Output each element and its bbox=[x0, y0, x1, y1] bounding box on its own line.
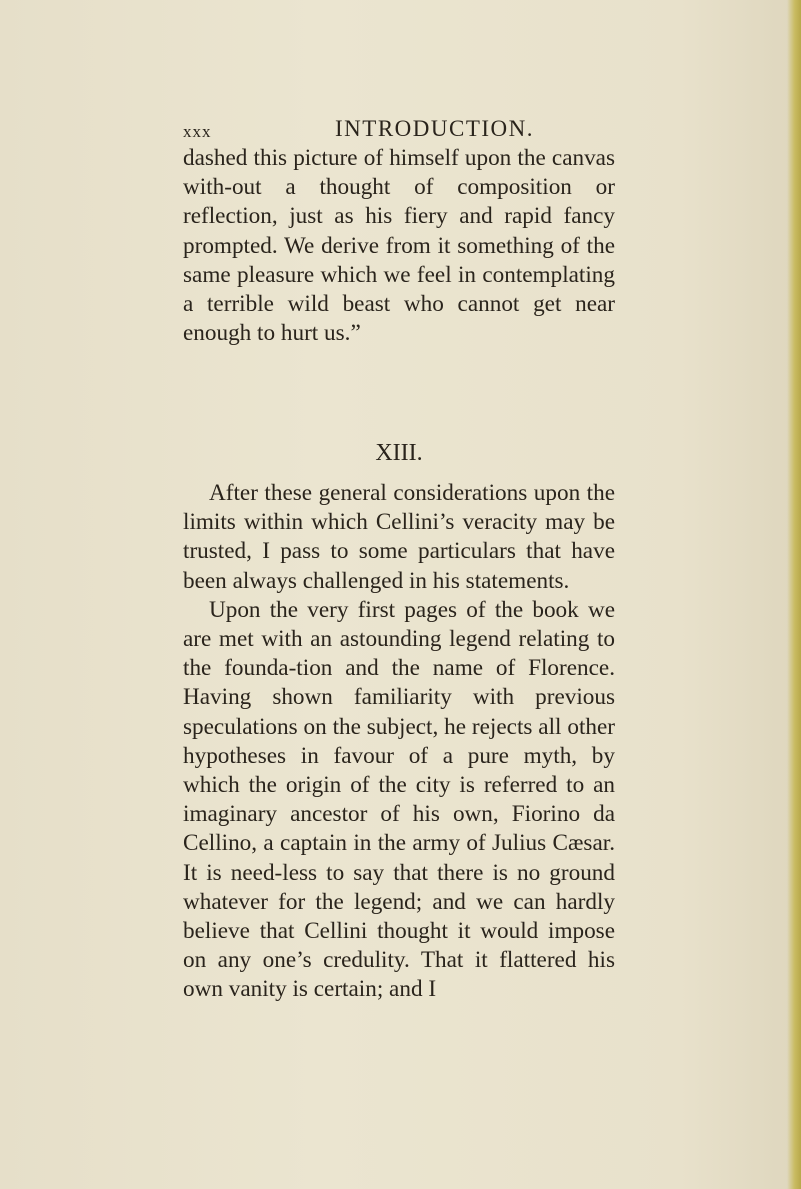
page-edge bbox=[787, 0, 801, 1189]
continued-text bbox=[183, 144, 615, 348]
paragraph: After these general considerations upon the limits within which Cellini’s veracity may be trusted, I pass to some particulars that have been always challenged in his statements. bbox=[183, 480, 615, 594]
paragraph: dashed this picture of himself upon the canvas with-out a thought of composition or reflection, just as his fiery and rapid fancy prompted. We derive from it something of the same pleasure which we feel in contemplating a terrible wild beast who cannot get near enough to hurt us.” bbox=[183, 145, 615, 347]
running-title: INTRODUCTION. bbox=[335, 116, 535, 141]
section-number: XIII. bbox=[375, 440, 423, 466]
section-text bbox=[183, 479, 615, 1005]
paragraph: Upon the very first pages of the book we are met with an astounding legend relating to the founda-tion and the name of Florence. Having shown familiarity with previous speculations on the subject, he rejects all other hypotheses in favour of a pure myth, by which the origin of the city is referred to an imaginary ancestor of his own, Fiorino da Cellino, a captain in the army of Julius Cæsar. It is need-less to say that there is no ground whatever for the legend; and we can hardly believe that Cellini thought it would impose on any one’s credulity. That it flattered his own vanity is certain; and I bbox=[183, 596, 615, 1003]
page-number: xxx bbox=[183, 122, 212, 141]
running-head bbox=[183, 116, 613, 140]
